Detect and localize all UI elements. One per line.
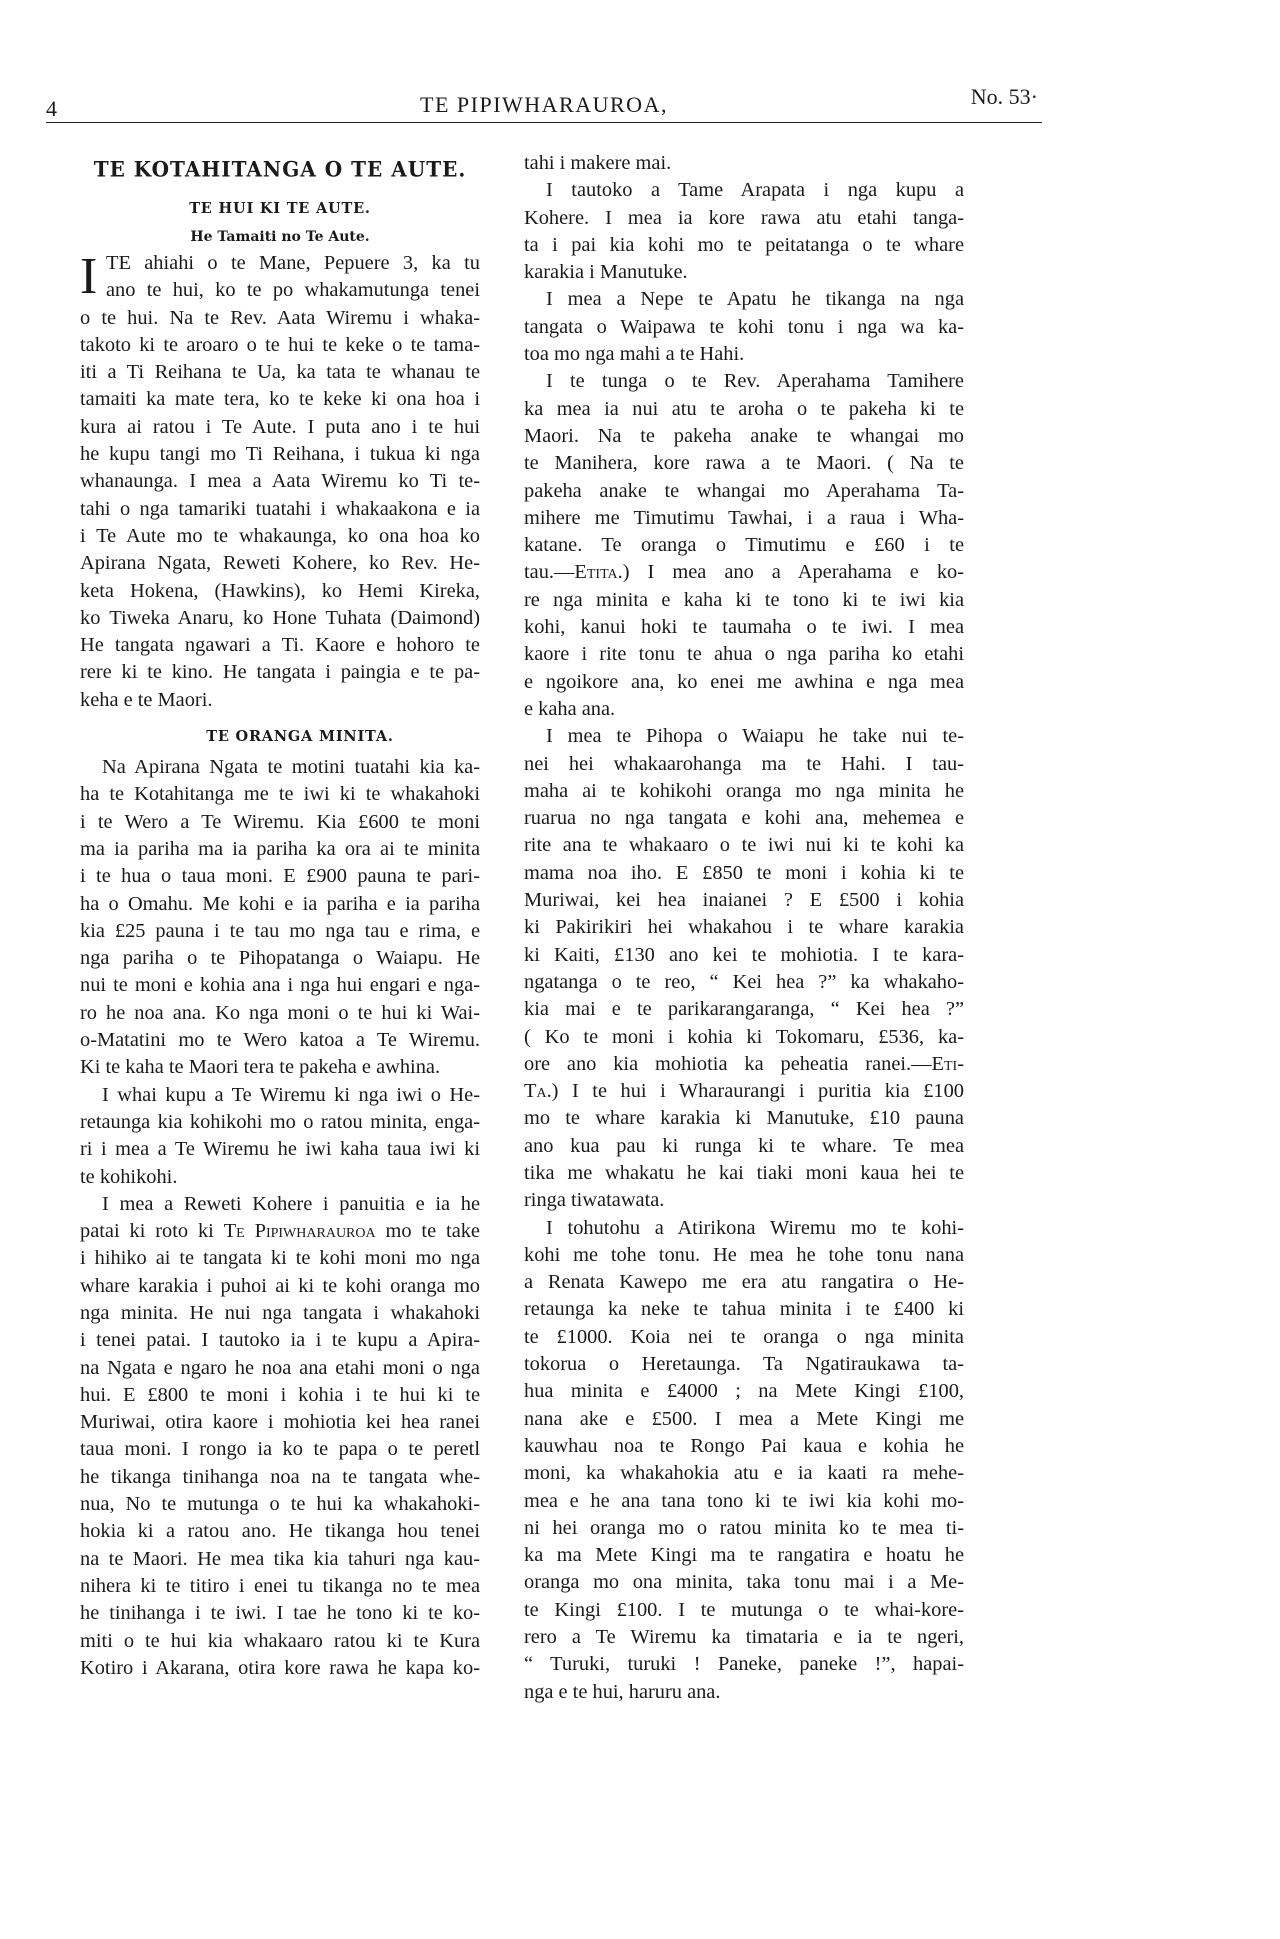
text-line: Ta.) I te hui i Wharaurangi i puritia kia £100	[524, 1080, 964, 1103]
text-line: Muriwai, otira kaore i mohiotia kei hea ranei	[80, 1411, 480, 1434]
text-line: nga minita. He nui nga tangata i whakahoki	[80, 1301, 480, 1324]
text-line: o te hui. Na te Rev. Aata Wiremu i whaka-	[80, 306, 480, 329]
text-line: karakia i Manutuke.	[524, 261, 688, 284]
text-line: ( Ko te moni i kohia ki Tokomaru, £536, ka-	[524, 1025, 964, 1048]
text-line: tokorua o Heretaunga. Ta Ngatiraukawa ta-	[524, 1353, 964, 1376]
text-line: te Kingi £100. I te mutunga o te whai-kore-	[524, 1598, 964, 1621]
text-line: ri i mea a Te Wiremu he iwi kaha taua iwi ki	[80, 1138, 480, 1161]
text-line: I mea a Reweti Kohere i panuitia e ia he	[102, 1192, 480, 1215]
text-line: Apirana Ngata, Reweti Kohere, ko Rev. He-	[80, 552, 480, 575]
text-line: I mea a Nepe te Apatu he tikanga na nga	[546, 288, 964, 311]
text-line: rite ana te whakaaro o te iwi nui ki te kohi ka	[524, 834, 964, 857]
text-line: moni, ka whakahokia atu e ia kaati ra mehe-	[524, 1462, 964, 1485]
text-line: Na Apirana Ngata te motini tuatahi kia ka-	[102, 756, 480, 779]
text-line: I mea te Pihopa o Waiapu he take nui te-	[546, 725, 964, 748]
text-line: I te tunga o te Rev. Aperahama Tamihere	[546, 370, 964, 393]
text-line: kohi me tohe tonu. He mea he tohe tonu nana	[524, 1243, 964, 1266]
text-line: ore ano kia mohiotia ka peheatia ranei.—Eti-	[524, 1052, 964, 1075]
text-line: ha te Kotahitanga me te iwi ki te whakahoki	[80, 783, 480, 806]
text-line: ringa tiwatawata.	[524, 1189, 665, 1212]
left-column	[80, 150, 480, 1682]
text-line: Muriwai, kei hea inaianei ? E £500 i kohia	[524, 889, 964, 912]
text-line: iti a Ti Reihana te Ua, ka tata te whanau te	[80, 361, 480, 384]
text-line: he kupu tangi mo Ti Reihana, i tukua ki nga	[80, 443, 480, 466]
text-line: kia £25 pauna i te tau mo nga tau e rima, e	[80, 919, 480, 942]
text-line: miti o te hui kia whakaaro ratou ki te Kura	[80, 1629, 480, 1652]
text-line: ano te hui, ko te po whakamutunga tenei	[106, 279, 480, 302]
text-line: ha o Omahu. Me kohi e ia pariha e ia pariha	[80, 892, 480, 915]
text-line: retaunga ka neke te tahua minita i te £400 ki	[524, 1298, 964, 1321]
text-line: mama noa iho. E £850 te moni i kohia ki te	[524, 861, 964, 884]
text-line: Kohere. I mea ia kore rawa atu etahi tanga-	[524, 206, 964, 229]
text-line: whanaunga. I mea a Aata Wiremu ko Ti te-	[80, 470, 480, 493]
text-line: te £1000. Koia nei te oranga o nga minita	[524, 1325, 964, 1348]
text-line: ka mea ia nui atu te aroha o te pakeha ki te	[524, 397, 964, 420]
text-line: keha e te Maori.	[80, 688, 213, 711]
text-line: I tohutohu a Atirikona Wiremu mo te kohi-	[546, 1216, 964, 1239]
text-line: e ngoikore ana, ko enei me awhina e nga mea	[524, 670, 964, 693]
drop-cap: I	[80, 248, 98, 305]
text-line: te Manihera, kore rawa a te Maori. ( Na te	[524, 452, 964, 475]
text-line: nga pariha o te Pihopatanga o Waiapu. He	[80, 947, 480, 970]
text-line: tamaiti ka mate tera, ko te keke ki ona hoa i	[80, 388, 480, 411]
text-line: katane. Te oranga o Timutimu e £60 i te	[524, 534, 964, 557]
text-line: a Renata Kawepo me era atu rangatira o He-	[524, 1271, 964, 1294]
text-line: nana ake e £500. I mea a Mete Kingi me	[524, 1407, 964, 1430]
text-line: pakeha anake te whangai mo Aperahama Ta-	[524, 479, 964, 502]
text-line: nga e te hui, haruru ana.	[524, 1680, 721, 1703]
section-heading-oranga-minita: TE ORANGA MINITA.	[206, 728, 394, 746]
text-line: rere ki te kino. He tangata i paingia e te pa-	[80, 661, 480, 684]
article-title: TE KOTAHITANGA O TE AUTE.	[93, 156, 467, 182]
text-line: o-Matatini mo te Wero katoa a Te Wiremu.	[80, 1029, 480, 1052]
running-header	[46, 84, 1042, 123]
text-line: I whai kupu a Te Wiremu ki nga iwi o He-	[102, 1083, 480, 1106]
text-line: Kotiro i Akarana, otira kore rawa he kapa ko-	[80, 1656, 480, 1679]
text-line: mihere me Timutimu Tawhai, i a raua i Wha-	[524, 506, 964, 529]
text-line: TE ahiahi o te Mane, Pepuere 3, ka tu	[106, 252, 480, 274]
text-line: rero a Te Wiremu ka timataria e ia te ngeri,	[524, 1626, 964, 1649]
text-line: nihera ki te titiro i enei tu tikanga no te mea	[80, 1574, 480, 1597]
text-line: he tinihanga i te iwi. I tae he tono ki te ko-	[80, 1602, 480, 1625]
text-line: i tenei patai. I tautoko ia i te kupu a Apira-	[80, 1329, 480, 1352]
text-line: i Te Aute mo te whakaunga, ko ona hoa ko	[80, 524, 480, 547]
text-line: ma ia pariha ma ia pariha ka ora ai te minita	[80, 837, 480, 860]
text-line: ko Tiweka Anaru, ko Hone Tuhata (Daimond)	[80, 606, 480, 629]
text-line: “ Turuki, turuki ! Paneke, paneke !”, hapai-	[524, 1653, 964, 1676]
text-line: te kohikohi.	[80, 1165, 178, 1188]
text-line: kura ai ratou i Te Aute. I puta ano i te hui	[80, 415, 480, 438]
text-line: i te Wero a Te Wiremu. Kia £600 te moni	[80, 810, 480, 833]
article-subtitle: TE HUI KI TE AUTE.	[189, 200, 371, 217]
issue-number: No. 53·	[970, 84, 1038, 109]
text-line: re nga minita e kaha ki te tono ki te iwi kia	[524, 588, 964, 611]
text-line: ki Kaiti, £130 ano kei te mohiotia. I te kara-	[524, 943, 964, 966]
opening-paragraph	[80, 250, 480, 305]
text-line: Ki te kaha te Maori tera te pakeha e awhina.	[80, 1056, 441, 1079]
text-line: kauwhau noa te Rongo Pai kaua e kohia he	[524, 1434, 964, 1457]
text-line: Maori. Na te pakeha anake te whangai mo	[524, 424, 964, 447]
text-line: mo te whare karakia ki Manutuke, £10 pauna	[524, 1107, 964, 1130]
text-line: ki Pakirikiri hei whakahou i te whare karakia	[524, 916, 964, 939]
text-line: oranga mo ona minita, taka tonu mai i a Me-	[524, 1571, 964, 1594]
text-line: ka ma Mete Kingi ma te rangatira e hoatu he	[524, 1544, 964, 1567]
text-line: e kaha ana.	[524, 697, 616, 720]
text-line: nei hei whakaarohanga ma te Hahi. I tau-	[524, 752, 964, 775]
text-line: whare karakia i puhoi ai ki te kohi oranga mo	[80, 1274, 480, 1297]
text-line: ruarua no nga tangata e kohi ana, mehemea e	[524, 807, 964, 830]
text-line: ta i pai kia kohi mo te peitatanga o te whare	[524, 233, 964, 256]
text-line: he tikanga tinihanga noa na te tangata whe-	[80, 1465, 480, 1488]
text-line: takoto ki te aroaro o te hui te keke o te tama-	[80, 333, 480, 356]
text-line: maha ai te kohikohi oranga mo nga minita he	[524, 779, 964, 802]
text-line: mea e he ana tana tono ki te iwi kia kohi mo-	[524, 1489, 964, 1512]
text-line: tahi i makere mai.	[524, 152, 672, 174]
text-line: na te Maori. He mea tika kia tahuri nga kau-	[80, 1547, 480, 1570]
text-line: hokia ki a ratou ano. He tikanga hou tenei	[80, 1520, 480, 1543]
text-line: nua, No te mutunga o te hui ka whakahoki-	[80, 1493, 480, 1516]
text-line: tahi o nga tamariki tuatahi i whakaakona e ia	[80, 497, 480, 520]
text-line: hua minita e £4000 ; na Mete Kingi £100,	[524, 1380, 964, 1403]
text-line: hui. E £800 te moni i kohia i te hui ki te	[80, 1383, 480, 1406]
text-line: tangata o Waipawa te kohi tonu i nga wa ka-	[524, 315, 964, 338]
text-line: na Ngata e ngaro he noa ana etahi moni o nga	[80, 1356, 480, 1379]
text-line: ro he noa ana. Ko nga moni o te hui ki Wai-	[80, 1001, 480, 1024]
text-line: kia mai e te parikarangaranga, “ Kei hea ?”	[524, 998, 964, 1021]
journal-title: TE PIPIWHARAUROA,	[420, 92, 668, 117]
text-line: patai ki roto ki Te Pipiwharauroa mo te take	[80, 1220, 480, 1243]
text-line: keta Hokena, (Hawkins), ko Hemi Kireka,	[80, 579, 480, 602]
text-line: i te hua o taua moni. E £900 pauna te pari-	[80, 865, 480, 888]
text-line: tau.—Etita.) I mea ano a Aperahama e ko-	[524, 561, 964, 584]
article-subsubtitle: He Tamaiti no Te Aute.	[190, 229, 370, 245]
text-line: toa mo nga mahi a te Hahi.	[524, 343, 745, 366]
text-line: taua moni. I rongo ia ko te papa o te peretl	[80, 1438, 480, 1461]
text-line: kaore i rite tonu te ahua o nga pariha ko etahi	[524, 643, 964, 666]
text-line: retaunga kia kohikohi mo o ratou minita, enga-	[80, 1110, 480, 1133]
text-line: He tangata ngawari a Ti. Kaore e hohoro te	[80, 634, 480, 657]
text-line: I tautoko a Tame Arapata i nga kupu a	[546, 179, 964, 202]
text-line: i hihiko ai te tangata ki te kohi moni mo nga	[80, 1247, 480, 1270]
page-number: 4	[46, 96, 57, 121]
text-line: tika me whakatu he kai tiaki moni kaua hei te	[524, 1161, 964, 1184]
text-line: ngatanga o te reo, “ Kei hea ?” ka whakaho-	[524, 970, 964, 993]
text-line: kohi, kanui hoki te taumaha o te iwi. I mea	[524, 616, 964, 639]
text-line: ni hei oranga mo o ratou minita ko te mea ti-	[524, 1516, 964, 1539]
text-line: nui te moni e kohia ana i nga hui engari e nga-	[80, 974, 480, 997]
text-line: ano kua pau ki runga ki te whare. Te mea	[524, 1134, 964, 1157]
right-column	[524, 150, 964, 1706]
